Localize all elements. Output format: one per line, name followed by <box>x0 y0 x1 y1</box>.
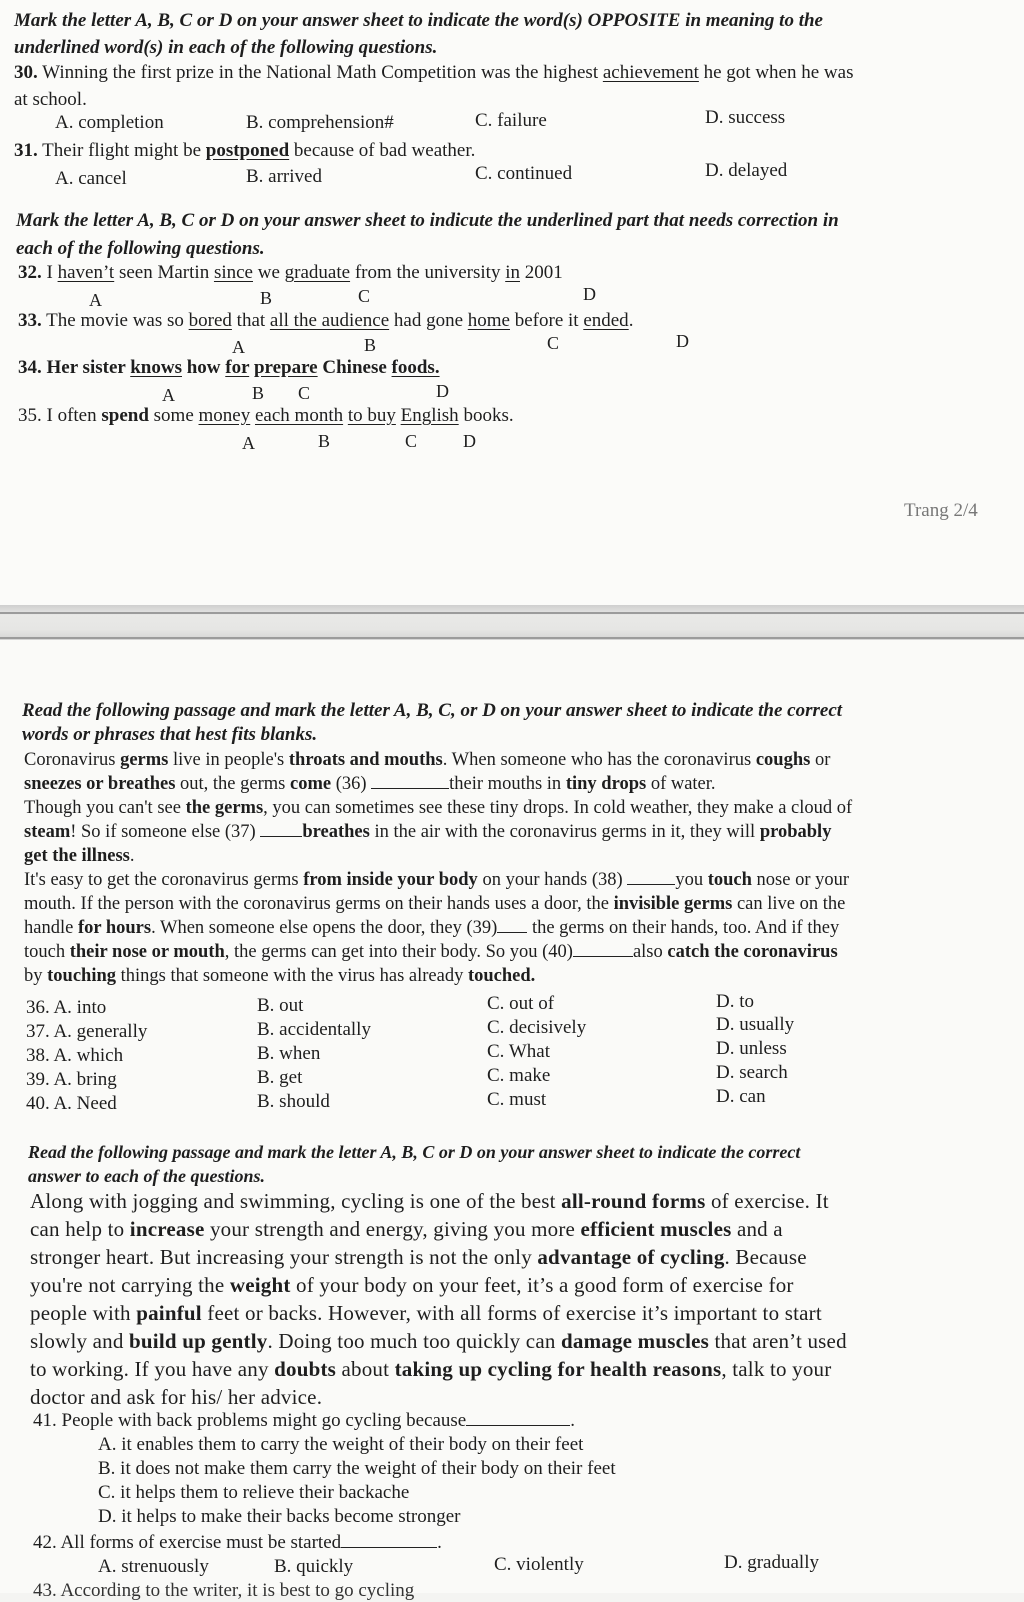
question-42 <box>33 1531 442 1555</box>
passage-bold: increase <box>129 1217 205 1241</box>
section2-instruction-line1: Mark the letter A, B, C or D on your answer sheet to indicute the underlined part that needs correction in <box>16 210 839 231</box>
question-text: some <box>153 405 194 426</box>
label-c: C <box>298 383 311 403</box>
passage-text: , talk to your <box>721 1357 832 1381</box>
passage-text: on your hands (38) <box>482 870 623 890</box>
part-c: graduate <box>284 262 351 283</box>
passage-text: touch <box>24 942 66 962</box>
passage-text: live in people's <box>173 750 285 770</box>
passage-text: or <box>814 750 831 770</box>
question-number: 34. <box>18 357 42 378</box>
label-d: D <box>436 381 449 401</box>
label-d: D <box>583 284 596 304</box>
passage-bold: coughs <box>755 750 811 770</box>
q39-option-a: 39. A. bring <box>26 1069 117 1090</box>
label-b: B <box>364 335 377 355</box>
q40-option-a: 40. A. Need <box>26 1093 117 1114</box>
passage-text: handle <box>24 918 74 938</box>
label-b: B <box>318 431 331 451</box>
passage-text: by <box>24 966 43 986</box>
passage-line <box>24 940 838 964</box>
passage-line <box>24 796 852 820</box>
passage-bold: invisible germs <box>613 894 733 914</box>
passage-line <box>24 892 845 916</box>
passage-line <box>30 1272 794 1299</box>
question-43-partial: 43. According to the writer, it is best to go cycling <box>33 1580 415 1601</box>
passage-text: Along with jogging and swimming, cycling is one of the best <box>30 1189 556 1213</box>
part-c: to buy <box>347 405 396 426</box>
passage-text: people with <box>30 1301 131 1325</box>
q41-option-d: D. it helps to make their backs become stronger <box>98 1506 461 1527</box>
passage-bold: get the illness <box>24 846 130 866</box>
passage-bold: tiny drops <box>565 774 647 794</box>
passage-bold: throats and mouths <box>288 750 443 770</box>
passage-text: of water. <box>650 774 716 794</box>
passage-text: Coronavirus <box>24 750 116 770</box>
part-b: each month <box>254 405 344 426</box>
question-text: I often <box>46 405 97 426</box>
q40-option-c: C. must <box>487 1089 547 1110</box>
passage-bold: doubts <box>274 1357 337 1381</box>
question-text: . <box>570 1410 575 1431</box>
part-c: home <box>467 310 510 331</box>
passage-text: of your body on your feet, it’s a good form of exercise for <box>296 1273 794 1297</box>
question-text: he got when he was <box>703 62 854 83</box>
passage-text: your strength and energy, giving you more <box>209 1217 576 1241</box>
question-34 <box>18 356 440 380</box>
question-number: 33. <box>18 310 42 331</box>
passage-text: that aren’t used <box>714 1329 847 1353</box>
passage-text: out, the germs <box>180 774 286 794</box>
question-text: we <box>257 262 280 283</box>
part-d: ended <box>583 310 629 331</box>
q39-option-d: D. search <box>716 1062 788 1083</box>
q38-option-c: C. What <box>487 1041 550 1062</box>
label-a: A <box>242 433 255 453</box>
part-d: foods. <box>391 357 440 378</box>
question-number: 35. <box>18 405 42 426</box>
passage-bold: probably <box>759 822 832 842</box>
passage-line <box>24 868 849 892</box>
passage-text: and a <box>736 1217 783 1241</box>
passage-line <box>24 844 134 868</box>
q41-option-b: B. it does not make them carry the weight of their body on their feet <box>98 1458 616 1479</box>
question-text: that <box>236 310 266 331</box>
question-text: 41. People with back problems might go cycling because <box>33 1410 467 1431</box>
question-text: because of bad weather. <box>293 140 476 161</box>
part-b: for <box>225 357 250 378</box>
question-31 <box>14 139 475 163</box>
q37-option-a: 37. A. generally <box>26 1021 148 1042</box>
passage-text: to working. If you have any <box>30 1357 269 1381</box>
passage-text: also <box>632 942 663 962</box>
passage-bold: germs <box>120 750 169 770</box>
passage-text: Though you can't see <box>24 798 181 818</box>
q30-option-c: C. failure <box>475 110 547 131</box>
passage-bold: efficient muscles <box>580 1217 732 1241</box>
blank-42 <box>341 1547 437 1548</box>
passage-text: you're not carrying the <box>30 1273 225 1297</box>
q42-option-d: D. gradually <box>724 1552 819 1573</box>
passage-bold: build up gently <box>129 1329 268 1353</box>
passage-text: things that someone with the virus has already <box>120 966 464 986</box>
q39-option-b: B. get <box>257 1067 303 1088</box>
passage-bold: catch the coronavirus <box>667 942 838 962</box>
passage-bold: for hours <box>77 918 152 938</box>
q37-option-d: D. usually <box>716 1014 795 1035</box>
passage-line <box>30 1216 783 1243</box>
section3-instruction-line2: words or phrases that hest fits blanks. <box>22 724 318 745</box>
passage-text: in the air with the coronavirus germs in it, they will <box>374 822 756 842</box>
passage-bold: come <box>289 774 332 794</box>
q37-option-b: B. accidentally <box>257 1019 371 1040</box>
question-text: . <box>628 310 634 331</box>
label-a: A <box>232 337 245 357</box>
section1-instruction-line2: underlined word(s) in each of the following questions. <box>14 37 438 58</box>
label-c: C <box>547 333 560 353</box>
passage-text: , you can sometimes see these tiny drops. In cold weather, they make a cloud of <box>263 798 853 818</box>
label-a: A <box>89 290 102 310</box>
passage-text: . Doing too much too quickly can <box>267 1329 556 1353</box>
passage-text: the germs on their hands, too. And if they <box>531 918 840 938</box>
passage-text: , the germs can get into their body. So you (40) <box>224 942 573 962</box>
blank-39 <box>497 932 527 933</box>
q39-option-c: C. make <box>487 1065 551 1086</box>
blank-number: (36) <box>335 774 367 794</box>
question-text: before it <box>514 310 579 331</box>
part-a: bored <box>188 310 232 331</box>
page-separator <box>0 605 1024 640</box>
question-text: 42. All forms of exercise must be started <box>33 1532 342 1553</box>
passage-bold: sneezes or breathes <box>24 774 176 794</box>
underlined-word: achievement <box>602 62 699 83</box>
question-30 <box>14 61 853 85</box>
passage-text: stronger heart. But increasing your strength is not the only <box>30 1245 532 1269</box>
blank-41 <box>466 1425 570 1426</box>
question-text: seen Martin <box>118 262 210 283</box>
question-text: Winning the first prize in the National Math Competition was the highest <box>42 62 599 83</box>
q42-option-c: C. violently <box>494 1554 584 1575</box>
passage-bold: the germs <box>185 798 264 818</box>
question-41 <box>33 1409 575 1433</box>
label-c: C <box>405 431 418 451</box>
passage-bold: breathes <box>302 822 370 842</box>
passage-line <box>30 1300 822 1327</box>
blank-37 <box>260 836 302 837</box>
label-d: D <box>676 331 689 351</box>
part-b: all the audience <box>269 310 390 331</box>
q41-option-a: A. it enables them to carry the weight of their body on their feet <box>98 1434 584 1455</box>
passage-text: can help to <box>30 1217 125 1241</box>
passage-line <box>30 1328 847 1355</box>
passage-bold: damage muscles <box>561 1329 710 1353</box>
question-text: from the university <box>354 262 501 283</box>
passage-text: . Because <box>724 1245 807 1269</box>
question-text: I <box>46 262 53 283</box>
passage-line <box>24 772 716 796</box>
question-text: . <box>437 1532 442 1553</box>
q30-option-b: B. comprehension# <box>246 112 394 133</box>
separator-line <box>0 612 1024 614</box>
passage-text: you <box>675 870 704 890</box>
page-number: Trang 2/4 <box>904 500 978 521</box>
passage-text: . <box>129 846 135 866</box>
q31-option-c: C. continued <box>475 163 573 184</box>
passage-text: ! So if someone else (37) <box>70 822 256 842</box>
q31-option-b: B. arrived <box>246 166 322 187</box>
separator-line <box>0 637 1024 639</box>
question-33 <box>18 309 633 333</box>
passage-bold: weight <box>229 1273 291 1297</box>
part-a: money <box>198 405 251 426</box>
passage-bold: taking up cycling for health reasons <box>394 1357 722 1381</box>
passage-line <box>30 1356 831 1383</box>
part-a: haven’t <box>57 262 115 283</box>
question-number: 32. <box>18 262 42 283</box>
question-text: how <box>186 357 221 378</box>
part-d: English <box>400 405 459 426</box>
part-b: since <box>213 262 253 283</box>
question-text: spend <box>101 405 149 426</box>
question-text: 2001 <box>524 262 563 283</box>
question-number: 31. <box>14 140 38 161</box>
q36-option-c: C. out of <box>487 993 555 1014</box>
section4-instruction-line2: answer to each of the questions. <box>28 1166 266 1186</box>
part-d: in <box>505 262 520 283</box>
underlined-word: postponed <box>205 140 290 161</box>
section4-instruction-line1: Read the following passage and mark the letter A, B, C or D on your answer sheet to indicate the correct <box>28 1142 801 1162</box>
passage-text: of exercise. It <box>710 1189 829 1213</box>
section2-instruction-line2: each of the following questions. <box>16 238 265 259</box>
q37-option-c: C. decisively <box>487 1017 587 1038</box>
q40-option-b: B. should <box>257 1091 330 1112</box>
passage-bold: advantage of cycling <box>537 1245 725 1269</box>
passage-line <box>30 1188 829 1215</box>
q38-option-d: D. unless <box>716 1038 787 1059</box>
passage-text: . When someone else opens the door, they (39) <box>151 918 498 938</box>
part-a: knows <box>130 357 182 378</box>
q38-option-a: 38. A. which <box>26 1045 124 1066</box>
passage-line <box>24 820 831 844</box>
passage-bold: painful <box>136 1301 202 1325</box>
q30-option-a: A. completion <box>55 112 164 133</box>
page-top <box>0 0 1024 605</box>
blank-38 <box>627 884 675 885</box>
question-text: The movie was so <box>46 310 184 331</box>
passage-bold: touched. <box>467 966 536 986</box>
question-number: 30. <box>14 62 38 83</box>
section1-instruction-line1: Mark the letter A, B, C or D on your answer sheet to indicate the word(s) OPPOSITE in meaning to the <box>14 10 823 31</box>
passage-bold: all-round forms <box>561 1189 706 1213</box>
passage-line: doctor and ask for his/ her advice. <box>30 1385 323 1409</box>
question-text: had gone <box>393 310 464 331</box>
q38-option-b: B. when <box>257 1043 321 1064</box>
passage-bold: from inside your body <box>303 870 478 890</box>
q30-option-d: D. success <box>705 107 786 128</box>
q36-option-a: 36. A. into <box>26 997 107 1018</box>
passage-line <box>24 748 830 772</box>
passage-line <box>24 916 839 940</box>
question-35 <box>18 404 514 428</box>
q36-option-b: B. out <box>257 995 304 1016</box>
passage-text: mouth. If the person with the coronavirus germs on their hands uses a door, the <box>24 894 609 914</box>
label-b: B <box>260 288 273 308</box>
blank-36 <box>371 788 449 789</box>
label-a: A <box>162 385 175 405</box>
passage-text: slowly and <box>30 1329 124 1353</box>
passage-text: feet or backs. However, with all forms of exercise it’s important to start <box>207 1301 822 1325</box>
blank-40 <box>573 956 633 957</box>
passage-bold: touching <box>47 966 117 986</box>
passage-line <box>24 964 535 988</box>
passage-text: It's easy to get the coronavirus germs <box>24 870 299 890</box>
passage-bold: steam <box>24 822 71 842</box>
q31-option-d: D. delayed <box>705 160 788 181</box>
question-text: books. <box>463 405 514 426</box>
q41-option-c: C. it helps them to relieve their backache <box>98 1482 410 1503</box>
question-text: Their flight might be <box>42 140 201 161</box>
label-b: B <box>252 383 265 403</box>
question-32 <box>18 261 563 285</box>
question-30-continued: at school. <box>14 89 87 110</box>
passage-text: about <box>341 1357 390 1381</box>
q36-option-d: D. to <box>716 991 754 1012</box>
passage-bold: touch <box>707 870 752 890</box>
section3-instruction-line1: Read the following passage and mark the letter A, B, C, or D on your answer sheet to indicate the correct <box>22 700 843 721</box>
q40-option-d: D. can <box>716 1086 766 1107</box>
label-c: C <box>358 286 371 306</box>
passage-text: . When someone who has the coronavirus <box>442 750 752 770</box>
passage-line <box>30 1244 807 1271</box>
passage-text: can live on the <box>736 894 846 914</box>
question-text: Her sister <box>46 357 126 378</box>
passage-bold: their nose or mouth <box>69 942 225 962</box>
q42-option-b: B. quickly <box>274 1556 354 1577</box>
question-text: Chinese <box>322 357 387 378</box>
passage-text: nose or your <box>756 870 850 890</box>
passage-text: their mouths in <box>449 774 562 794</box>
part-c: prepare <box>253 357 318 378</box>
q31-option-a: A. cancel <box>55 168 127 189</box>
label-d: D <box>463 431 476 451</box>
q42-option-a: A. strenuously <box>98 1556 209 1577</box>
